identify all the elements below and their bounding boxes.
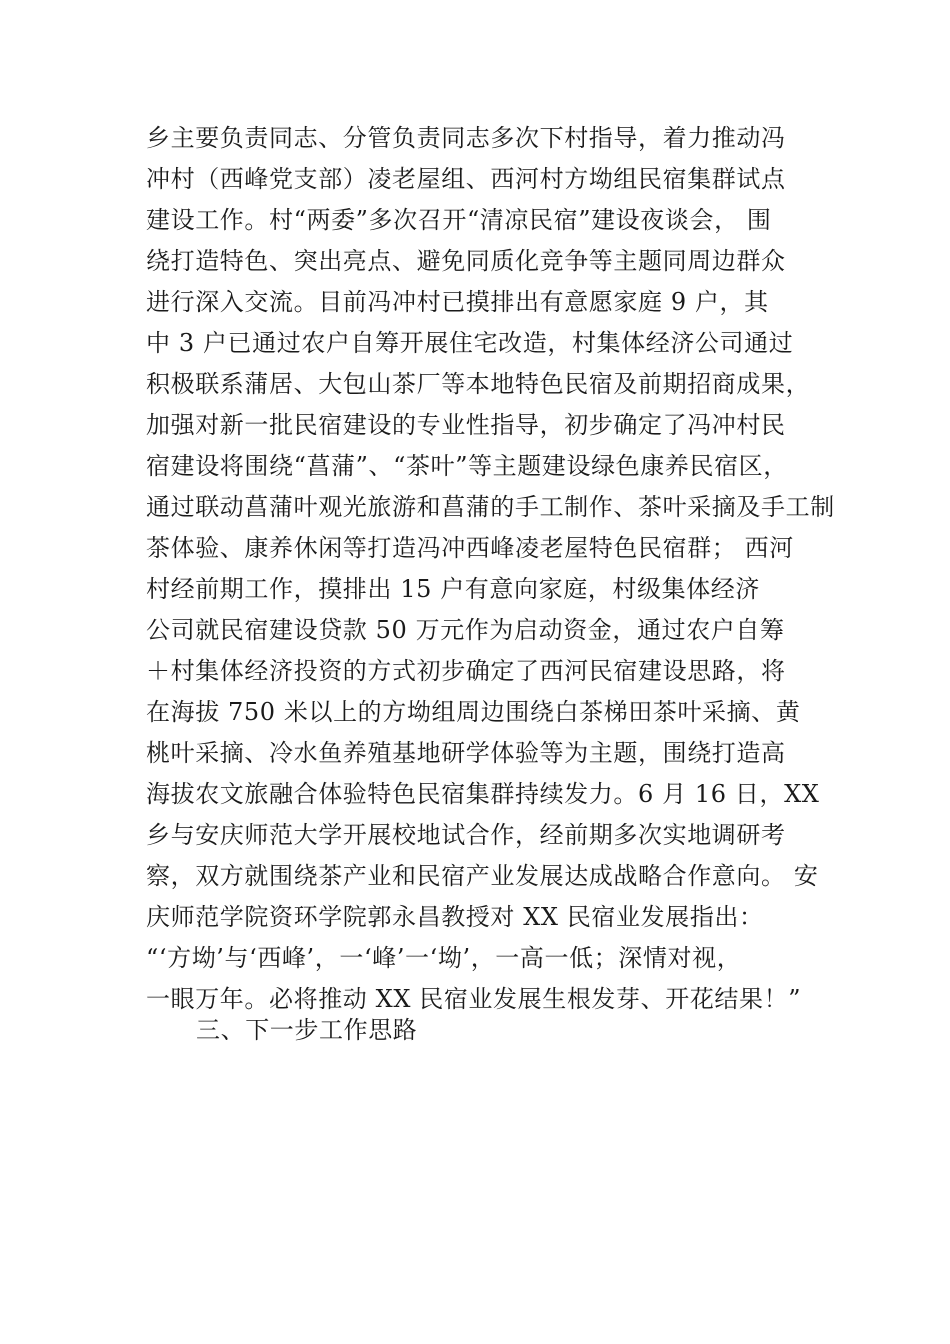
paragraph-line: 积极联系蒲居、大包山茶厂等本地特色民宿及前期招商成果，	[146, 370, 811, 398]
paragraph-line: 中 3 户已通过农户自筹开展住宅改造，村集体经济公司通过	[146, 329, 794, 357]
paragraph-line: 绕打造特色、突出亮点、避免同质化竞争等主题同周边群众	[146, 247, 786, 275]
paragraph-line: 宿建设将围绕“菖蒲”、“茶叶”等主题建设绿色康养民宿区，	[146, 452, 788, 480]
paragraph-line: 建设工作。村“两委”多次召开“清凉民宿”建设夜谈会， 围	[146, 206, 772, 234]
paragraph-line: 桃叶采摘、冷水鱼养殖基地研学体验等为主题，围绕打造高	[146, 739, 786, 767]
paragraph-line: 察，双方就围绕茶产业和民宿产业发展达成战略合作意向。 安	[146, 862, 819, 890]
paragraph-line: 在海拔 750 米以上的方坳组周边围绕白茶梯田茶叶采摘、黄	[146, 698, 801, 726]
paragraph-line: “‘方坳’与‘西峰’，一‘峰’一‘坳’，一高一低；深情对视，	[146, 944, 742, 972]
paragraph-line: 进行深入交流。目前冯冲村已摸排出有意愿家庭 9 户，其	[146, 288, 769, 316]
paragraph-line: 冲村（西峰党支部）凌老屋组、西河村方坳组民宿集群试点	[146, 165, 786, 193]
paragraph-line: 乡主要负责同志、分管负责同志多次下村指导，着力推动冯	[146, 124, 786, 152]
paragraph-line: 海拔农文旅融合体验特色民宿集群持续发力。6 月 16 日，XX	[146, 780, 820, 808]
section-heading: 三、下一步工作思路	[196, 1016, 418, 1044]
paragraph-line: 公司就民宿建设贷款 50 万元作为启动资金，通过农户自筹	[146, 616, 785, 644]
paragraph-line: 通过联动菖蒲叶观光旅游和菖蒲的手工制作、茶叶采摘及手工制	[146, 493, 835, 521]
paragraph-line: 加强对新一批民宿建设的专业性指导，初步确定了冯冲村民	[146, 411, 786, 439]
paragraph-line: 庆师范学院资环学院郭永昌教授对 XX 民宿业发展指出：	[146, 903, 764, 931]
body-paragraph	[146, 118, 846, 1020]
paragraph-line: ＋村集体经济投资的方式初步确定了西河民宿建设思路，将	[146, 657, 786, 685]
paragraph-line: 一眼万年。必将推动 XX 民宿业发展生根发芽、开花结果！”	[146, 985, 802, 1013]
paragraph-line: 茶体验、康养休闲等打造冯冲西峰凌老屋特色民宿群； 西河	[146, 534, 794, 562]
paragraph-line: 村经前期工作，摸排出 15 户有意向家庭，村级集体经济	[146, 575, 760, 603]
paragraph-line: 乡与安庆师范大学开展校地试合作，经前期多次实地调研考	[146, 821, 786, 849]
